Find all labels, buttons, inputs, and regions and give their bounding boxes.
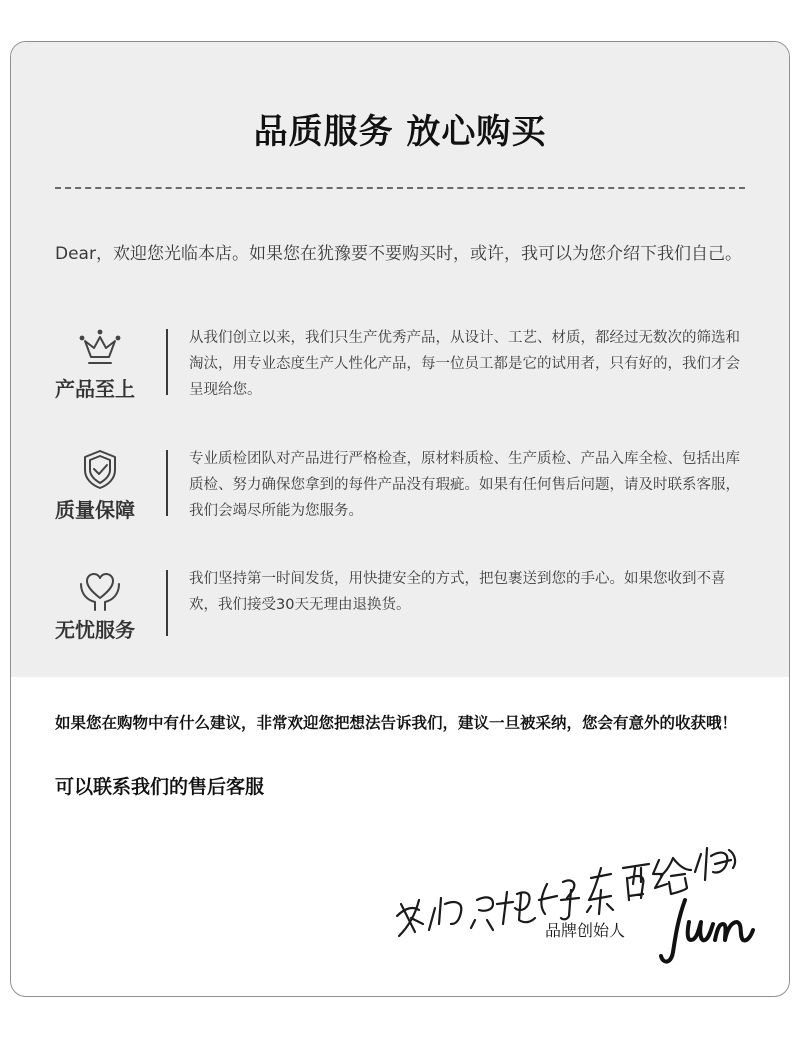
vertical-divider	[166, 450, 168, 516]
page-title: 品质服务 放心购买	[253, 112, 547, 152]
feature-description: 我们坚持第一时间发货，用快捷安全的方式，把包裹送到您的手心。如果您收到不喜欢，我们接受30天无理由退换货。	[189, 571, 726, 613]
feature-quality-assurance	[11, 446, 789, 546]
service-card	[10, 41, 790, 997]
founder-signature	[657, 892, 757, 967]
crown-icon	[77, 327, 123, 371]
feature-product-first	[11, 325, 789, 425]
vertical-divider	[166, 329, 168, 395]
feature-description: 从我们创立以来，我们只生产优秀产品，从设计、工艺、材质，都经过无数次的筛选和淘汰，用专业态度生产人性化产品，每一位员工都是它的试用者，只有好的，我们才会呈现给您。	[189, 330, 740, 398]
feature-title: 质量保障	[55, 498, 135, 522]
feature-worry-free-service	[11, 566, 789, 666]
shield-check-icon	[77, 448, 123, 492]
contact-text: 可以联系我们的售后客服	[55, 776, 265, 798]
vertical-divider	[166, 570, 168, 636]
heart-hands-icon	[77, 568, 123, 612]
feature-description: 专业质检团队对产品进行严格检查，原材料质检、生产质检、产品入库全检、包括出库质检、努力确保您拿到的每件产品没有瑕疵。如果有任何售后问题，请及时联系客服，我们会竭尽所能为您服务。	[189, 451, 740, 519]
intro-text: Dear，欢迎您光临本店。如果您在犹豫要不要购买时，或许，我可以为您介绍下我们自己。	[55, 244, 742, 264]
feature-title: 无忧服务	[55, 618, 135, 642]
dashed-divider	[55, 187, 745, 189]
feature-title: 产品至上	[55, 377, 135, 401]
founder-label: 品牌创始人	[545, 921, 626, 940]
suggestion-text: 如果您在购物中有什么建议，非常欢迎您把想法告诉我们，建议一旦被采纳，您会有意外的收获哦！	[55, 714, 738, 732]
